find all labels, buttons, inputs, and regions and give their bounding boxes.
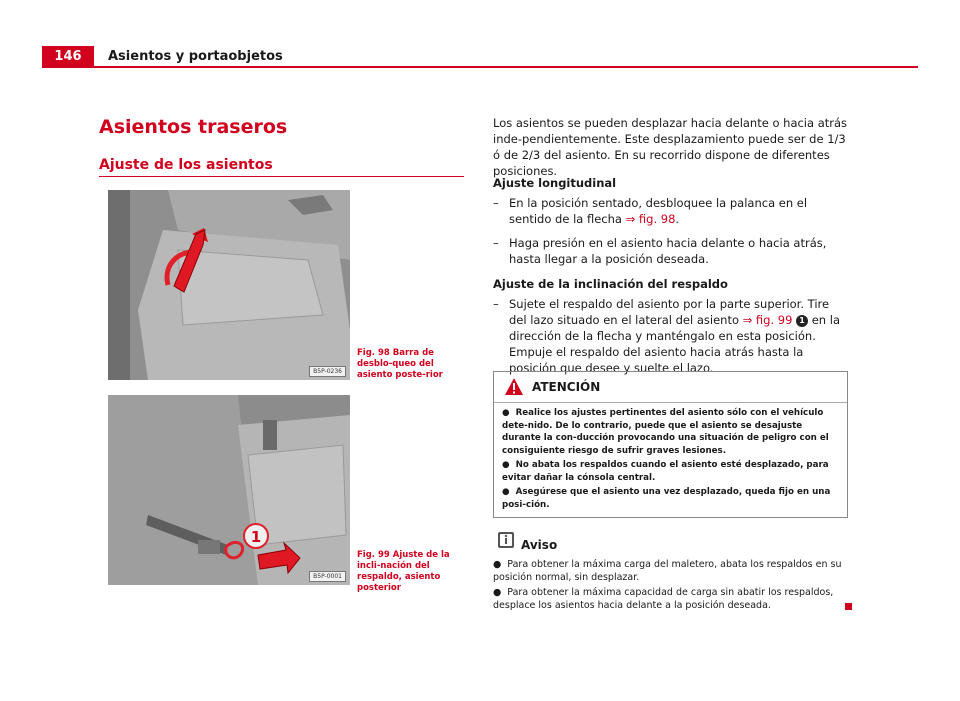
warning-triangle-icon [504,377,524,396]
backrest-step [493,296,848,376]
longitudinal-heading: Ajuste longitudinal [493,176,617,190]
warning-header [494,372,847,403]
fig-98-link[interactable]: ⇒ fig. 98 [625,212,676,226]
list-dash: – [493,297,499,311]
bullet-icon: ● [502,460,510,470]
figure-code: B5P-0001 [309,571,346,582]
warning-item [502,459,840,484]
callout-1-icon: 1 [796,315,808,327]
intro-paragraph: Los asientos se pueden desplazar hacia delante o hacia atrás inde-pendientemente. Este desplazamiento puede ser de 1/3 ó de 2/3 del asiento. En su recorrido dispone de diferentes posiciones. [493,116,848,178]
figure-99-illustration [108,395,350,585]
step-text: Haga presión en el asiento hacia delante o hacia atrás, hasta llegar a la posición deseada. [509,236,827,266]
fig-99-link[interactable]: ⇒ fig. 99 [742,313,793,327]
figure-code: B5P-0236 [309,366,346,377]
longitudinal-step-2 [493,235,848,267]
subsection-title: Ajuste de los asientos [99,157,273,173]
list-dash: – [493,236,499,250]
figure-98-illustration [108,190,350,380]
bullet-icon: ● [493,559,502,570]
warning-item [502,486,840,511]
list-dash: – [493,196,499,210]
figure-98-caption: Fig. 98 Barra de desblo-queo del asiento poste-rior [357,348,443,380]
warning-body [502,407,840,513]
figure-99-callout: 1 [250,528,262,546]
step-text-end: en la dirección de la flecha y manténgalo en esta posición. Empuje el respaldo del asiento hacia atrás hasta la posición que desee y suelte el lazo. [509,313,840,375]
note-body [493,559,848,615]
section-end-mark [845,603,852,610]
figure-99-backrest-adjust [108,395,350,585]
warning-item [502,407,840,457]
subsection-rule [99,176,464,177]
running-title: Asientos y portaobjetos [108,49,283,64]
note-item-text: Para obtener la máxima carga del maletero, abata los respaldos en su posición normal, sin desplazar. [493,559,842,583]
longitudinal-step-1 [493,195,848,227]
bullet-icon: ● [502,487,510,497]
bullet-icon: ● [493,587,502,598]
note-item [493,587,848,612]
info-note-icon [497,531,515,549]
figure-99-caption: Fig. 99 Ajuste de la incli-nación del respaldo, asiento posterior [357,550,450,593]
note-title: Aviso [521,538,558,552]
page-number: 146 [42,46,94,68]
note-item [493,559,848,584]
step-text: Sujete el respaldo del asiento por la parte superior. Tire del lazo situado en el lateral del asiento [509,297,830,327]
backrest-heading: Ajuste de la inclinación del respaldo [493,277,728,291]
warning-item-text: No abata los respaldos cuando el asiento esté desplazado, para evitar dañar la cónsola central. [502,460,829,483]
step-text-end: . [675,212,680,226]
section-title: Asientos traseros [99,116,288,138]
warning-box [493,371,848,518]
header-rule [42,66,918,68]
warning-title: ATENCIÓN [532,380,601,394]
step-text: En la posición sentado, desbloquee la palanca en el sentido de la flecha [509,196,808,226]
note-item-text: Para obtener la máxima capacidad de carga sin abatir los respaldos, desplace los asientos hacia delante a la posición deseada. [493,587,834,611]
bullet-icon: ● [502,408,510,418]
warning-item-text: Realice los ajustes pertinentes del asiento sólo con el vehículo dete-nido. De lo contrario, puede que el asiento se desajuste durante la con-ducción provocando una situación de peligro con el consiguiente riesgo de sufrir graves lesiones. [502,408,829,456]
warning-item-text: Asegúrese que el asiento una vez desplazado, queda fijo en una posi-ción. [502,487,831,510]
figure-98-seat-release-bar [108,190,350,380]
